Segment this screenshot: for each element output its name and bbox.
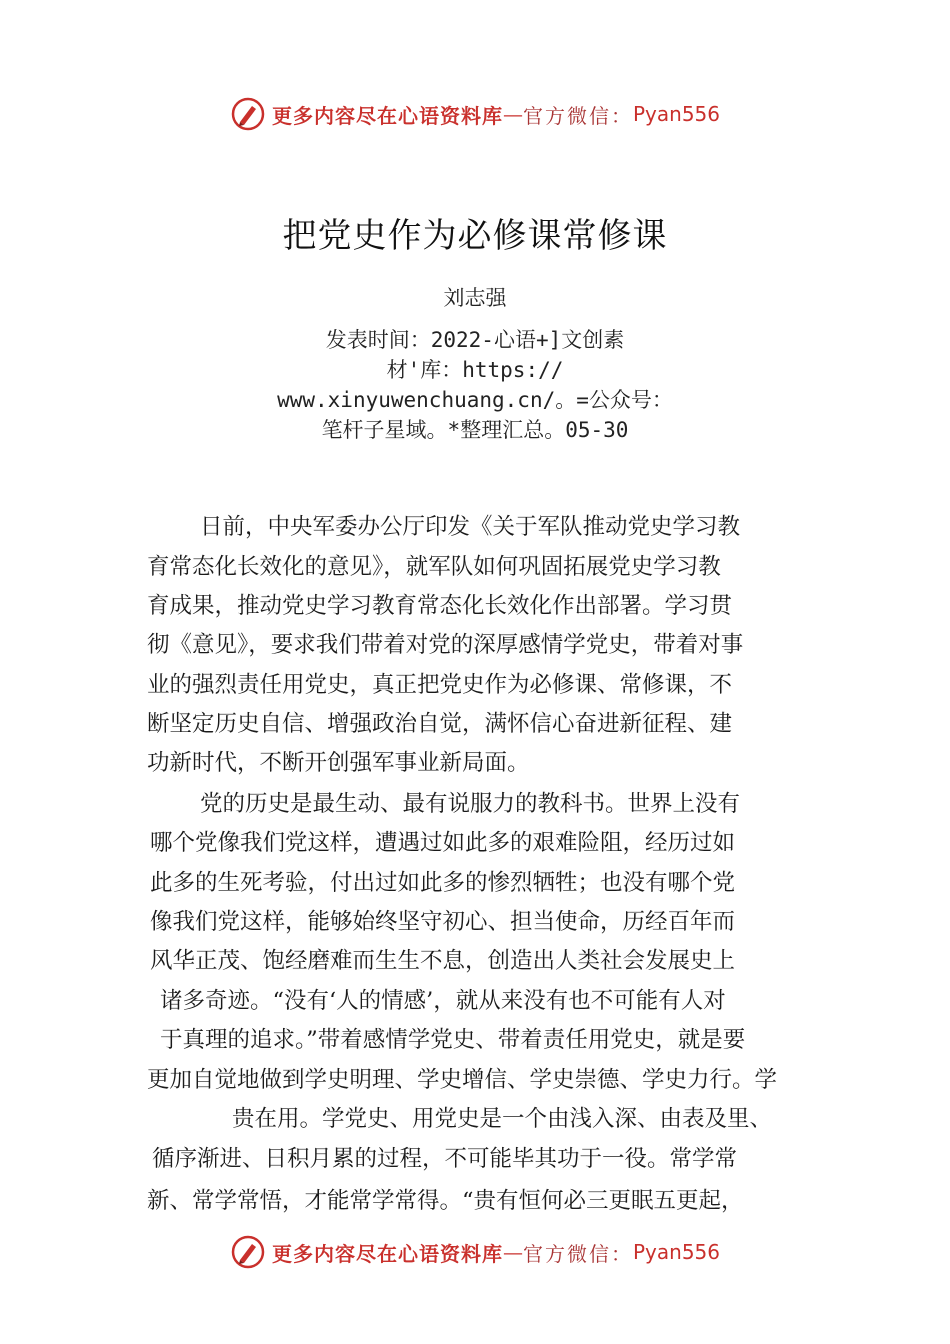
banner-wechat-id: Pyan556 [632,102,720,126]
text-line: 诸多奇迹。“没有‘人的情感’，就从来没有也不可能有人对 [160,988,726,1014]
text-line: 业的强烈责任用党史，真正把党史作为必修课、常修课，不 [147,672,733,698]
text-line: 新、常学常悟，才能常学常得。“贵有恒何必三更眠五更起， [147,1188,744,1214]
banner-main-text: 更多内容尽在心语资料库 [271,1241,503,1266]
text-line: 哪个党像我们党这样，遭遇过如此多的艰难险阻，经历过如 [150,830,736,856]
text-line: 贵在用。学党史、用党史是一个由浅入深、由表及里、 [232,1106,773,1132]
text-line: 此多的生死考验，付出过如此多的惨烈牺牲；也没有哪个党 [150,870,736,896]
meta-line: www.xinyuwenchuang.cn/。=公众号： [277,388,673,412]
banner-wechat-label: 官方微信： [522,103,633,128]
document-author: 刘志强 [443,286,507,310]
text-line: 彻《意见》，要求我们带着对党的深厚感情学党史，带着对事 [147,632,744,658]
banner-separator: — [502,102,523,126]
text-line: 育成果，推动党史学习教育常态化长效化作出部署。学习贯 [147,593,733,619]
text-line: 风华正茂、饱经磨难而生生不息，创造出人类社会发展史上 [150,948,736,974]
banner-main-text: 更多内容尽在心语资料库 [271,103,503,128]
pen-logo-icon [230,1234,266,1270]
text-line: 循序渐进、日积月累的过程，不可能毕其功于一役。常学常 [152,1146,738,1172]
publish-meta [250,325,700,445]
bottom-watermark-banner [0,1232,950,1272]
meta-line: 笔杆子星域。*整理汇总。05-30 [321,418,629,442]
text-line: 更加自觉地做到学史明理、学史增信、学史崇德、学史力行。学 [147,1067,778,1093]
document-title: 把党史作为必修课常修课 [282,216,668,256]
text-line: 育常态化长效化的意见》，就军队如何巩固拓展党史学习教 [147,554,721,580]
text-line: 断坚定历史自信、增强政治自觉，满怀信心奋进新征程、建 [147,711,733,737]
meta-line: 发表时间：2022-心语+]文创素 [325,328,625,352]
meta-line: 材'库：https:// [386,358,564,382]
banner-wechat-id: Pyan556 [632,1240,720,1264]
banner-wechat-label: 官方微信： [522,1241,633,1266]
text-line: 党的历史是最生动、最有说服力的教科书。世界上没有 [200,791,741,817]
top-watermark-banner [0,94,950,134]
text-line: 功新时代，不断开创强军事业新局面。 [147,750,530,776]
banner-separator: — [502,1240,523,1264]
text-line: 于真理的追求。”带着感情学党史、带着责任用党史，就是要 [160,1027,746,1053]
pen-logo-icon [230,96,266,132]
text-line: 日前，中央军委办公厅印发《关于军队推动党史学习教 [200,514,741,540]
text-line: 像我们党这样，能够始终坚守初心、担当使命，历经百年而 [150,909,736,935]
